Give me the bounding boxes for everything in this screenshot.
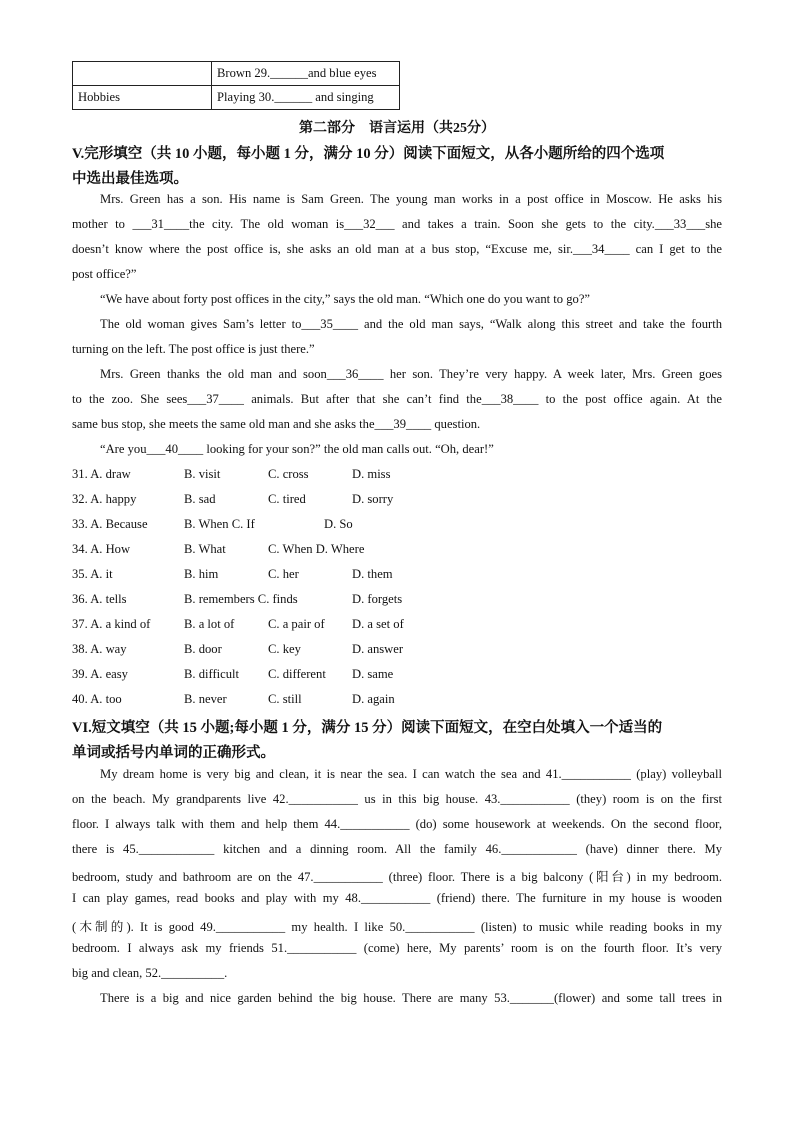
option-label: C. key — [268, 642, 301, 656]
option-label: B. difficult — [184, 667, 240, 681]
option-label: D. again — [352, 692, 395, 706]
option-label: B. What — [184, 542, 226, 556]
option-label: D. same — [352, 667, 394, 681]
passage-line: to the zoo. She sees___37____ animals. But after that she can’t find the___38____ to the post office again. At the — [72, 392, 722, 406]
table-cell-label — [73, 62, 212, 86]
table-cell-value: Playing 30.______ and singing — [212, 86, 400, 110]
passage-line: Mrs. Green thanks the old man and soon___36____ her son. They’re very happy. A week later, Mrs. Green goes — [100, 367, 722, 381]
passage-line: My dream home is very big and clean, it is near the sea. I can watch the sea and 41.___________ (play) volleyball — [100, 767, 722, 781]
passage-line: turning on the left. The post office is just there.” — [72, 342, 315, 356]
passage-line: big and clean, 52.__________. — [72, 966, 228, 980]
option-label: 32. A. happy — [72, 492, 137, 506]
option-label: 33. A. Because — [72, 517, 148, 531]
passage-line: doesn’t know where the post office is, she asks an old man at a bus stop, “Excuse me, sir.___34____ can I get to the — [72, 242, 722, 256]
passage-line: floor. I always talk with them and help them 44.___________ (do) some housework at weekends. On the second floor, — [72, 817, 722, 831]
option-label: 40. A. too — [72, 692, 122, 706]
option-label: D. miss — [352, 467, 391, 481]
option-label: 38. A. way — [72, 642, 127, 656]
option-label: 36. A. tells — [72, 592, 127, 606]
option-label: B. a lot of — [184, 617, 235, 631]
option-label: B. visit — [184, 467, 221, 481]
option-label: C. different — [268, 667, 326, 681]
option-label: B. When C. If — [184, 517, 255, 531]
passage-line: The old woman gives Sam’s letter to___35____ and the old man says, “Walk along this street and take the fourth — [100, 317, 722, 331]
passage-line: post office?” — [72, 267, 137, 281]
option-label: B. door — [184, 642, 222, 656]
option-label: C. still — [268, 692, 302, 706]
option-label: 31. A. draw — [72, 467, 131, 481]
passage-line: bedroom, study and bathroom are on the 47.___________ (three) floor. There is a big balcony (阳台) in my bedroom. — [72, 870, 722, 884]
info-table — [72, 61, 400, 110]
passage-line: bedroom. I always ask my friends 51.___________ (come) here, My parents’ room is on the fourth floor. It’s very — [72, 941, 722, 955]
option-label: B. sad — [184, 492, 216, 506]
section6-title-line1: VI.短文填空（共 15 小题;每小题 1 分，满分 15 分）阅读下面短文，在空白处填入一个适当的 — [72, 720, 663, 736]
option-label: B. him — [184, 567, 219, 581]
option-label: D. answer — [352, 642, 404, 656]
table-row — [73, 86, 400, 110]
option-label: 34. A. How — [72, 542, 131, 556]
option-label: B. remembers C. finds — [184, 592, 298, 606]
option-label: 35. A. it — [72, 567, 113, 581]
passage-line: “We have about forty post offices in the city,” says the old man. “Which one do you want to go?” — [100, 292, 590, 306]
option-label: D. them — [352, 567, 393, 581]
option-label: D. forgets — [352, 592, 403, 606]
option-label: C. When D. Where — [268, 542, 365, 556]
option-label: C. cross — [268, 467, 309, 481]
passage-line: there is 45.____________ kitchen and a dinning room. All the family 46.____________ (have) dinner there. My — [72, 842, 722, 856]
passage-line: on the beach. My grandparents live 42.___________ us in this big house. 43.___________ (they) room is on the first — [72, 792, 722, 806]
section5-title-line2: 中选出最佳选项。 — [72, 171, 188, 187]
option-label: C. tired — [268, 492, 306, 506]
option-label: D. So — [324, 517, 353, 531]
option-label: 37. A. a kind of — [72, 617, 151, 631]
passage-line: “Are you___40____ looking for your son?” the old man calls out. “Oh, dear!” — [100, 442, 494, 456]
option-label: C. her — [268, 567, 299, 581]
option-label: B. never — [184, 692, 227, 706]
passage-line: There is a big and nice garden behind the big house. There are many 53._______(flower) and some tall trees in — [100, 991, 722, 1005]
table-cell-value: Brown 29.______and blue eyes — [212, 62, 400, 86]
passage-line: (木制的). It is good 49.___________ my health. I like 50.___________ (listen) to music while reading books in my — [72, 920, 722, 934]
passage-line: I can play games, read books and play with my 48.___________ (friend) there. The furniture in my house is wooden — [72, 891, 722, 905]
passage-line: same bus stop, she meets the same old man and she asks the___39____ question. — [72, 417, 481, 431]
option-label: 39. A. easy — [72, 667, 128, 681]
option-label: C. a pair of — [268, 617, 325, 631]
passage-line: mother to ___31____the city. The old woman is___32___ and takes a train. Soon she gets to the city.___33___she — [72, 217, 722, 231]
option-label: D. a set of — [352, 617, 404, 631]
section6-title-line2: 单词或括号内单词的正确形式。 — [72, 745, 275, 761]
table-cell-label: Hobbies — [73, 86, 212, 110]
table-row — [73, 62, 400, 86]
part-heading: 第二部分 语言运用（共25分） — [299, 121, 495, 136]
passage-line: Mrs. Green has a son. His name is Sam Green. The young man works in a post office in Moscow. He asks his — [100, 192, 722, 206]
option-label: D. sorry — [352, 492, 394, 506]
section5-title-line1: V.完形填空（共 10 小题，每小题 1 分，满分 10 分）阅读下面短文，从各小题所给的四个选项 — [72, 146, 665, 162]
